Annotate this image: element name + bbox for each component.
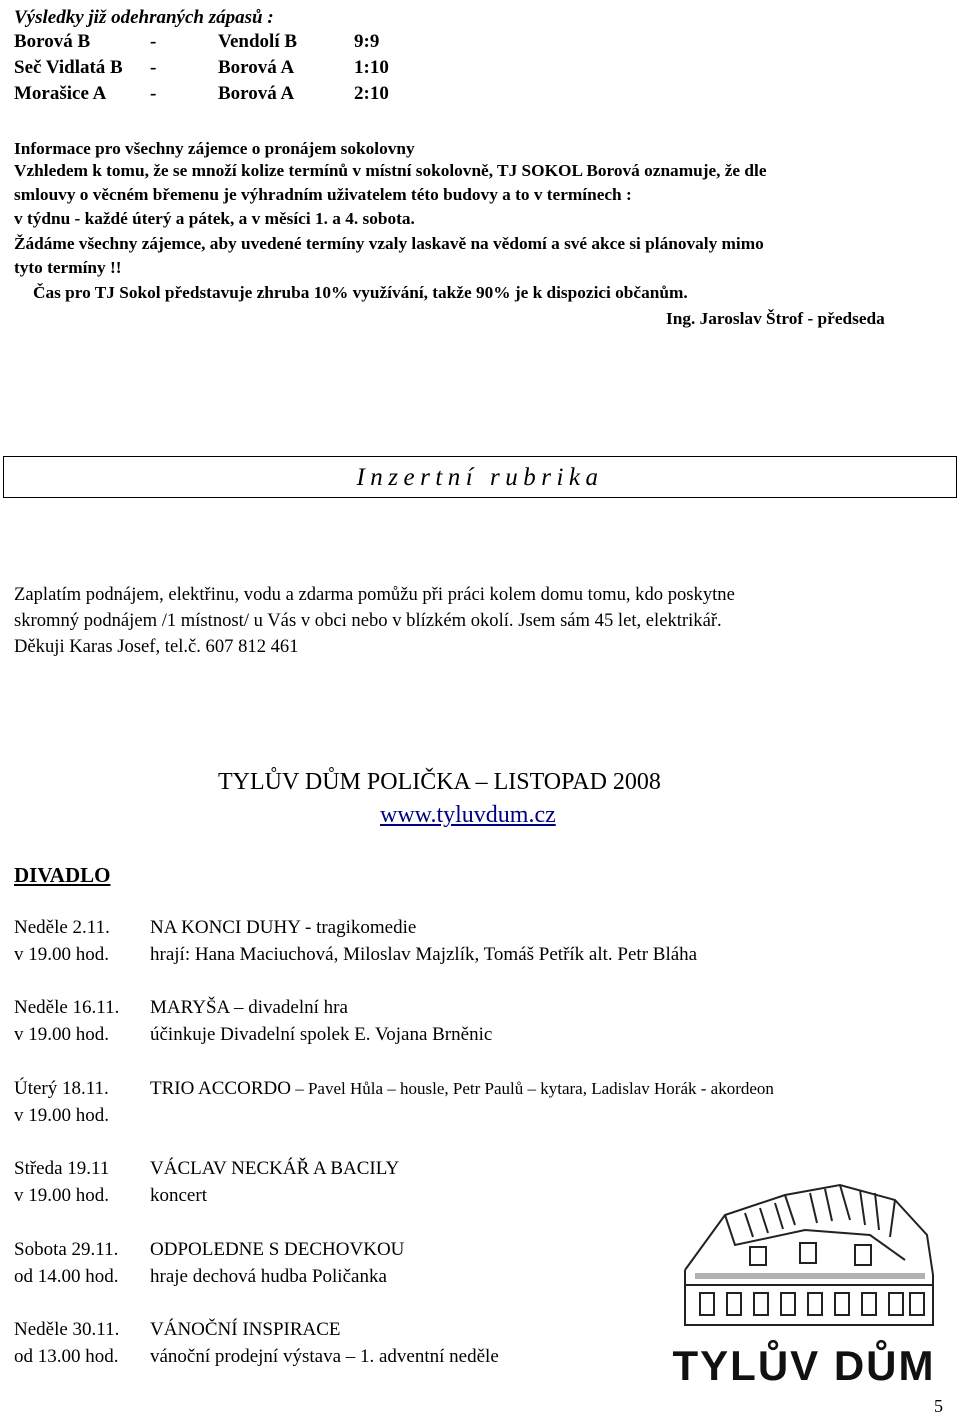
event-time: od 14.00 hod. — [14, 1266, 119, 1287]
program-url-link[interactable]: www.tyluvdum.cz — [380, 802, 556, 828]
match-separator: - — [150, 57, 157, 78]
ad-line: Zaplatím podnájem, elektřinu, vodu a zdarma pomůžu při práci kolem domu tomu, kdo poskytne — [14, 584, 735, 605]
tyluv-dum-logo — [665, 1175, 943, 1390]
results-heading: Výsledky již odehraných zápasů : — [14, 7, 274, 28]
match-home: Borová B — [14, 31, 91, 52]
match-away: Vendolí B — [218, 31, 298, 52]
notice-line: Žádáme všechny zájemce, aby uvedené termíny vzaly laskavě na vědomí a své akce si plánovaly mimo — [14, 234, 764, 253]
program-title: TYLŮV DŮM POLIČKA – LISTOPAD 2008 — [218, 769, 661, 795]
match-separator: - — [150, 31, 157, 52]
notice-line: v týdnu - každé úterý a pátek, a v měsíci 1. a 4. sobota. — [14, 209, 415, 228]
match-score: 1:10 — [354, 57, 389, 78]
event-time: v 19.00 hod. — [14, 1024, 109, 1045]
notice-title: Informace pro všechny zájemce o pronájem sokolovny — [14, 139, 415, 158]
event-title: VÁCLAV NECKÁŘ A BACILY — [150, 1158, 400, 1179]
event-title: ODPOLEDNE S DECHOVKOU — [150, 1239, 405, 1260]
event-detail: koncert — [150, 1185, 207, 1206]
match-away: Borová A — [218, 83, 295, 104]
event-title: MARYŠA – divadelní hra — [150, 997, 348, 1018]
event-performers: – Pavel Hůla – housle, Petr Paulů – kytara, Ladislav Horák - akordeon — [290, 1079, 774, 1098]
event-time: od 13.00 hod. — [14, 1346, 119, 1367]
match-separator: - — [150, 83, 157, 104]
event-date: Úterý 18.11. — [14, 1078, 109, 1099]
match-home: Seč Vidlatá B — [14, 57, 123, 78]
event-time: v 19.00 hod. — [14, 1185, 109, 1206]
ad-line: skromný podnájem /1 místnost/ u Vás v obci nebo v blízkém okolí. Jsem sám 45 let, elektrikář. — [14, 610, 722, 631]
page-number: 5 — [934, 1396, 943, 1416]
event-detail: hrají: Hana Maciuchová, Miloslav Majzlík, Tomáš Petřík alt. Petr Bláha — [150, 944, 698, 965]
event-date: Sobota 29.11. — [14, 1239, 119, 1260]
event-title-row — [150, 1078, 774, 1100]
ads-heading-box — [3, 456, 957, 498]
event-detail: hraje dechová hudba Poličanka — [150, 1266, 387, 1287]
ad-line: Děkuji Karas Josef, tel.č. 607 812 461 — [14, 636, 299, 657]
event-date: Neděle 30.11. — [14, 1319, 120, 1340]
event-time: v 19.00 hod. — [14, 1105, 109, 1126]
notice-line: Čas pro TJ Sokol představuje zhruba 10% využívání, takže 90% je k dispozici občanům. — [33, 283, 688, 302]
event-time: v 19.00 hod. — [14, 944, 109, 965]
event-date: Neděle 16.11. — [14, 997, 120, 1018]
section-divadlo: DIVADLO — [14, 863, 111, 887]
event-date: Středa 19.11 — [14, 1158, 110, 1179]
match-home: Morašice A — [14, 83, 107, 104]
notice-signature: Ing. Jaroslav Štrof - předseda — [666, 309, 885, 328]
ads-heading: Inzertní rubrika — [356, 464, 604, 491]
event-date: Neděle 2.11. — [14, 917, 110, 938]
match-score: 9:9 — [354, 31, 380, 52]
event-detail: účinkuje Divadelní spolek E. Vojana Brněnic — [150, 1024, 493, 1045]
event-title: NA KONCI DUHY - tragikomedie — [150, 917, 417, 938]
notice-line: tyto termíny !! — [14, 258, 122, 277]
match-score: 2:10 — [354, 83, 389, 104]
event-title: VÁNOČNÍ INSPIRACE — [150, 1319, 341, 1340]
notice-line: Vzhledem k tomu, že se množí kolize termínů v místní sokolovně, TJ SOKOL Borová oznamuje, že dle — [14, 161, 767, 180]
event-detail: vánoční prodejní výstava – 1. adventní neděle — [150, 1346, 499, 1367]
notice-line: smlouvy o věcném břemenu je výhradním uživatelem této budovy a to v termínech : — [14, 185, 632, 204]
match-away: Borová A — [218, 57, 295, 78]
event-title: TRIO ACCORDO — [150, 1078, 291, 1099]
logo-wordmark: TYLŮV DŮM — [672, 1342, 936, 1389]
